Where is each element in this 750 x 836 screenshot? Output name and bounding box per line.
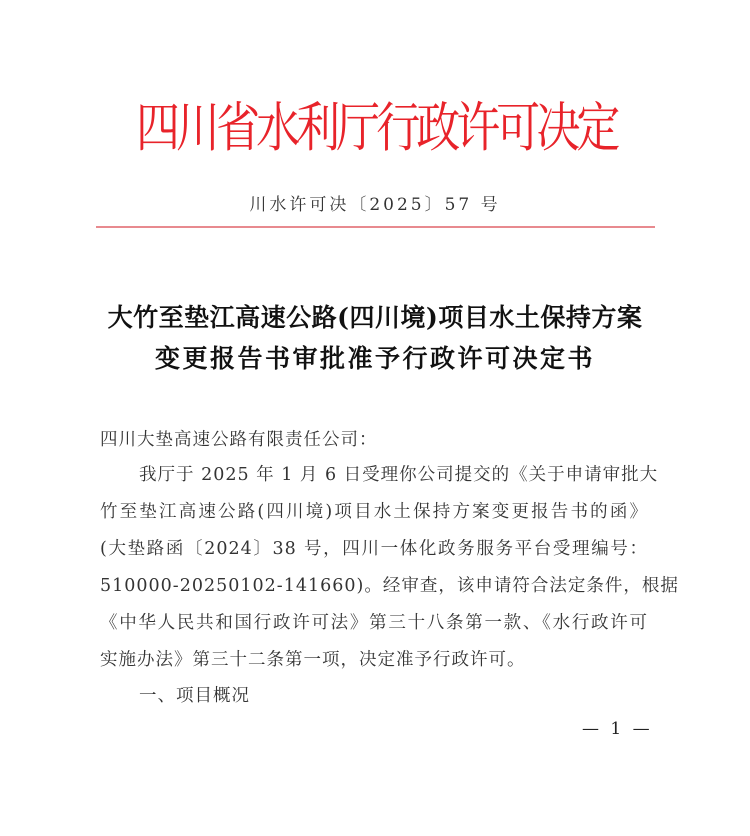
document-title-line-1: 大竹至垫江高速公路(四川境)项目水土保持方案 (107, 303, 643, 332)
masthead-char: 决 (536, 97, 581, 160)
document-number: 川水许可决〔2025〕57 号 (249, 195, 501, 215)
body-line: 《中华人民共和国行政许可法》第三十八条第一款、《水行政许可 (100, 613, 648, 633)
body-line: (大垫路函〔2024〕38 号，四川一体化政务服务平台受理编号： (100, 539, 648, 559)
masthead-char: 省 (216, 97, 261, 160)
body-line: 我厅于 2025 年 1 月 6 日受理你公司提交的《关于申请审批大 (139, 465, 659, 485)
masthead-char: 可 (496, 97, 541, 160)
addressee: 四川大垫高速公路有限责任公司： (100, 430, 378, 450)
masthead-title (136, 85, 621, 161)
masthead-char: 利 (296, 97, 341, 160)
page-number: — 1 — (582, 719, 653, 739)
masthead-char: 政 (416, 97, 461, 160)
masthead-char: 水 (256, 97, 301, 160)
body-line: 竹至垫江高速公路(四川境)项目水土保持方案变更报告书的函》 (100, 502, 648, 522)
body-line: 510000-20250102-141660)。经审查，该申请符合法定条件，根据 (100, 576, 679, 596)
masthead-char: 四 (136, 97, 180, 160)
section-heading: 一、项目概况 (139, 686, 250, 706)
body-line: 实施办法》第三十二条第一项，决定准予行政许可。 (100, 650, 526, 670)
masthead-char: 行 (376, 97, 421, 160)
masthead-char: 许 (456, 97, 501, 160)
document-title-line-2: 变更报告书审批准予行政许可决定书 (154, 344, 595, 373)
masthead-char: 定 (576, 97, 621, 160)
masthead-char: 川 (176, 97, 221, 160)
masthead-char: 厅 (336, 97, 381, 160)
red-divider-rule (96, 226, 655, 228)
